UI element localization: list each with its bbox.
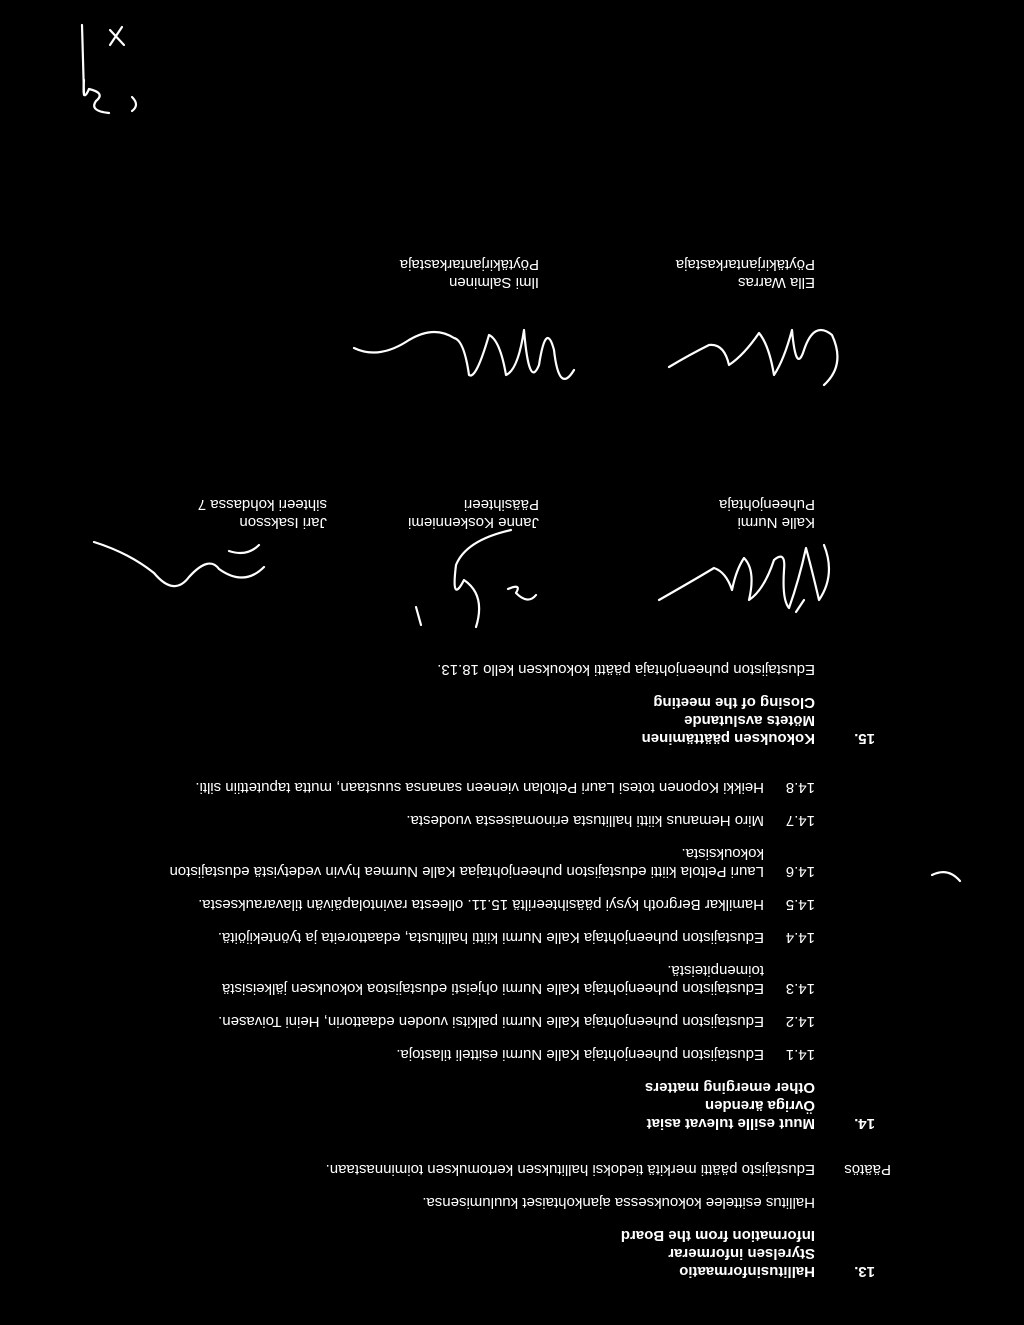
section-13-decision: Edustajisto päätti merkitä tiedoksi hallituksen kertomuksen toiminnastaan.	[325, 1161, 815, 1178]
section-14-title-fi: Muut esille tulevat asiat	[646, 1115, 815, 1132]
item-number: 14.4	[785, 929, 815, 946]
signer-name: Jari Isaksson	[239, 514, 327, 531]
section-13-number: 13.	[854, 1263, 875, 1280]
item-text: Hamilkar Bergroth kysyi pääsihteeriltä 15.11. olleesta ravintolapäivän tilavarauksesta.	[198, 896, 764, 913]
item-text: Lauri Peltola kiitti edustajiston puheenjohtajaa Kalle Nurmea hyvin vedetyistä edustajiston	[169, 863, 764, 880]
item-text: Edustajiston puheenjohtaja Kalle Nurmi kiitti hallitusta, edaattoreita ja työntekijöitä.	[217, 929, 764, 946]
section-15-title-sv: Mötets avslutande	[684, 712, 815, 729]
section-15-title-fi: Kokouksen päättäminen	[641, 730, 815, 747]
signer-role: Pöytäkirjantarkastaja	[675, 256, 815, 273]
item-number: 14.6	[785, 863, 815, 880]
section-15-number: 15.	[854, 730, 875, 747]
decision-label: Päätös	[844, 1161, 891, 1178]
margin-bracket-mark	[924, 861, 964, 885]
section-15-body: Edustajiston puheenjohtaja päätti kokouksen kello 18.13.	[437, 661, 815, 678]
signature-jari-isaksson	[89, 537, 269, 617]
signer-role: Pääsihteeri	[463, 496, 539, 513]
signer-role: Pöytäkirjantarkastaja	[399, 256, 539, 273]
section-14-title-en: Other emerging matters	[644, 1079, 815, 1096]
item-text: Heikki Koponen totesi Lauri Peltolan vieneen sanansa suustaan, mutta taputettiin silti.	[195, 779, 764, 796]
item-text: Edustajiston puheenjohtaja Kalle Nurmi palkitsi vuoden edaattorin, Heini Toivasen.	[218, 1013, 764, 1030]
section-15-title-en: Closing of the meeting	[653, 694, 815, 711]
item-number: 14.3	[785, 980, 815, 997]
signer-name: Ilmi Salminen	[448, 274, 539, 291]
signer-name: Kalle Nurmi	[737, 514, 815, 531]
section-14-number: 14.	[854, 1115, 875, 1132]
item-number: 14.1	[785, 1046, 815, 1063]
signature-ella-warras	[664, 305, 854, 405]
signature-janne-koskenniemi	[396, 525, 546, 635]
item-number: 14.5	[785, 896, 815, 913]
section-14-title-sv: Övriga ärenden	[704, 1097, 815, 1114]
item-text-continued: kokouksista.	[681, 845, 764, 862]
signature-ilmi-salminen	[344, 310, 584, 410]
section-13-title-sv: Styrelsen informerar	[668, 1245, 815, 1262]
signature-kalle-nurmi	[644, 535, 844, 630]
handwritten-initials-mark	[54, 15, 144, 125]
section-13-body: Hallitus esittelee kokouksessa ajankohtaiset kuulumisensa.	[422, 1194, 815, 1211]
item-text: Edustajiston puheenjohtaja Kalle Nurmi esitteli tilastoja.	[396, 1046, 764, 1063]
item-number: 14.8	[785, 779, 815, 796]
section-13-title-fi: Hallitusinformaatio	[679, 1263, 815, 1280]
item-text: Edustajiston puheenjohtaja Kalle Nurmi ohjeisti edustajistoa kokouksen jälkeisistä	[222, 980, 764, 997]
signer-role: sihteeri kohdassa 7	[197, 496, 327, 513]
signer-name: Janne Koskenniemi	[408, 514, 539, 531]
item-number: 14.7	[785, 812, 815, 829]
signer-role: Puheenjohtaja	[719, 496, 815, 513]
signer-name: Ella Warras	[738, 274, 815, 291]
item-text-continued: toimenpiteistä.	[667, 962, 764, 979]
item-number: 14.2	[785, 1013, 815, 1030]
section-13-title-en: Information from the Board	[620, 1227, 815, 1244]
item-text: Miro Hemanus kiitti hallitusta erinomaisesta vuodesta.	[406, 812, 764, 829]
